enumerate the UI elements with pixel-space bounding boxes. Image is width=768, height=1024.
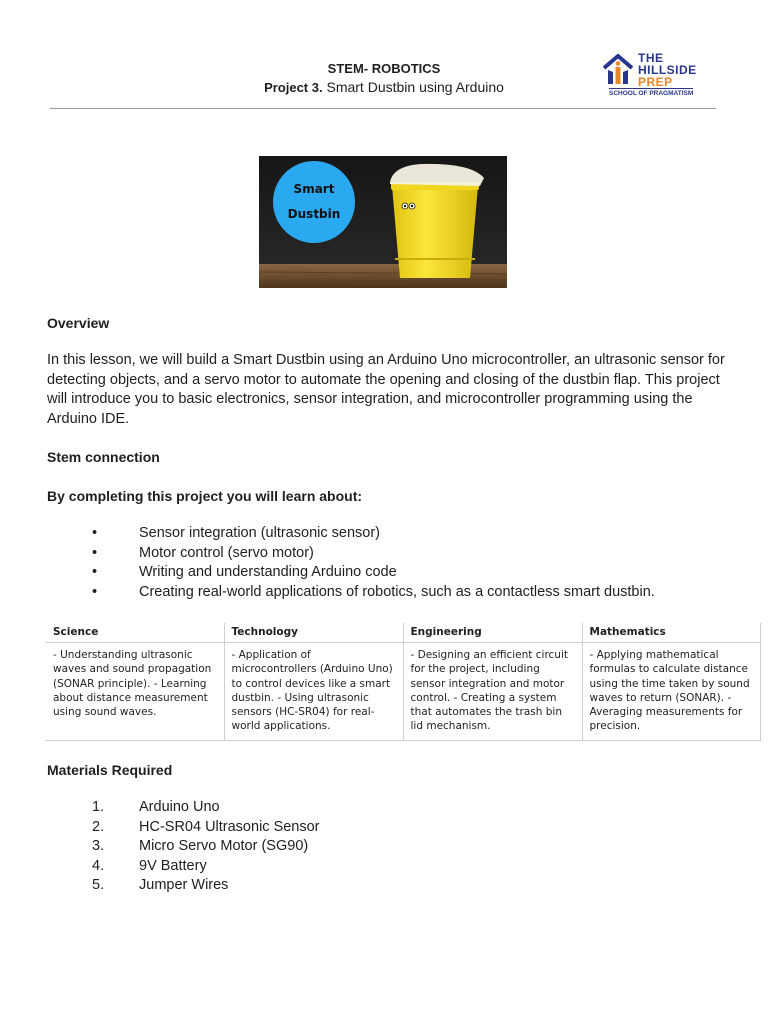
list-item-text: Jumper Wires <box>139 877 229 893</box>
list-item <box>92 818 320 838</box>
table-header-engineering: Engineering <box>403 623 582 643</box>
house-logo-icon <box>600 52 636 88</box>
list-item-text: Micro Servo Motor (SG90) <box>139 838 309 854</box>
stem-connection-heading: Stem connection <box>47 449 160 465</box>
table-header-row <box>46 623 760 643</box>
overview-heading: Overview <box>47 315 110 331</box>
list-item <box>92 583 655 603</box>
materials-list <box>92 798 320 896</box>
project-number: Project 3. <box>264 80 323 95</box>
smart-dustbin-image <box>259 156 507 288</box>
list-item <box>92 798 320 818</box>
table-cell-technology: - Application of microcontrollers (Arduino Uno) to control devices like a smart dustbin. - Using ultrasonic sensors (HC-SR04) for real-world applications. <box>224 643 403 741</box>
header-divider <box>50 108 716 109</box>
bullet-icon: • <box>92 544 98 561</box>
bullet-icon: • <box>92 583 98 600</box>
table-header-technology: Technology <box>224 623 403 643</box>
stem-table <box>46 623 761 741</box>
table-cell-mathematics: - Applying mathematical formulas to calculate distance using the time taken by sound waves to return (SONAR). - Averaging measurements for precision. <box>582 643 760 741</box>
table-header-mathematics: Mathematics <box>582 623 760 643</box>
table-header-science: Science <box>46 623 224 643</box>
list-item <box>92 876 320 896</box>
list-item-text: Motor control (servo motor) <box>139 544 314 561</box>
logo-word-hillside: HILLSIDE <box>638 63 697 77</box>
hero-title-smart: Smart <box>293 182 335 196</box>
course-title: STEM- ROBOTICS <box>327 61 441 76</box>
list-number: 3. <box>92 838 105 854</box>
learn-heading: By completing this project you will learn about: <box>47 488 363 504</box>
logo-word-prep: PREP <box>638 75 673 89</box>
dustbin-illustration <box>259 156 507 288</box>
learning-list <box>92 524 655 602</box>
table-cell-engineering: - Designing an efficient circuit for the project, including sensor integration and motor control. - Creating a system that automates the trash bin lid mechanism. <box>403 643 582 741</box>
list-item-text: HC-SR04 Ultrasonic Sensor <box>139 818 320 835</box>
table-row <box>46 643 760 741</box>
list-number: 1. <box>92 799 105 815</box>
list-number: 5. <box>92 877 105 893</box>
project-name: Smart Dustbin using Arduino <box>326 79 504 95</box>
list-item <box>92 857 320 877</box>
list-number: 2. <box>92 818 105 835</box>
hero-title-dustbin: Dustbin <box>287 207 341 221</box>
school-logo <box>598 50 718 100</box>
logo-tagline: SCHOOL OF PRAGMATISM <box>609 90 694 97</box>
list-item-text: Writing and understanding Arduino code <box>139 564 397 580</box>
materials-heading: Materials Required <box>47 762 173 778</box>
logo-word-the: THE <box>638 51 664 65</box>
bullet-icon: • <box>92 564 98 580</box>
list-item-text: Sensor integration (ultrasonic sensor) <box>139 525 380 541</box>
list-item <box>92 837 320 857</box>
list-item <box>92 544 655 564</box>
overview-text: In this lesson, we will build a Smart Dustbin using an Arduino Uno microcontroller, an ultrasonic sensor for detecting objects, and a servo motor to automate the opening and closing of the dustbin flap. This project will introduce you to basic electronics, sensor integration, and microcontroller programming using the Arduino IDE. <box>47 352 725 427</box>
table-cell-science: - Understanding ultrasonic waves and sound propagation (SONAR principle). - Learning about distance measurement using sound waves. <box>46 643 224 741</box>
list-number: 4. <box>92 857 105 874</box>
list-item <box>92 524 655 544</box>
bullet-icon: • <box>92 525 98 541</box>
list-item-text: Arduino Uno <box>139 799 220 815</box>
list-item <box>92 563 655 583</box>
list-item-text: Creating real-world applications of robotics, such as a contactless smart dustbin. <box>139 583 655 600</box>
list-item-text: 9V Battery <box>139 857 207 874</box>
